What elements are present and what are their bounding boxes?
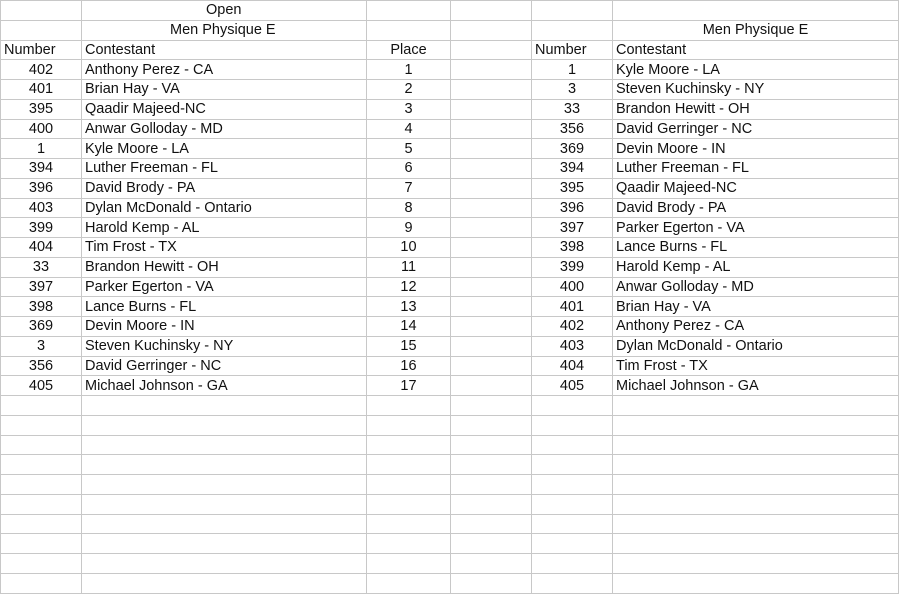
left-contestant-cell[interactable]: Lance Burns - FL: [82, 297, 367, 317]
left-contestant-cell[interactable]: Qaadir Majeed-NC: [82, 99, 367, 119]
class-title-left[interactable]: Men Physique E: [82, 20, 367, 40]
left-number-cell[interactable]: 405: [1, 376, 82, 396]
right-contestant-cell[interactable]: Devin Moore - IN: [613, 139, 899, 159]
left-number-cell[interactable]: 401: [1, 80, 82, 100]
left-contestant-cell[interactable]: Harold Kemp - AL: [82, 218, 367, 238]
place-cell[interactable]: 6: [367, 159, 451, 179]
right-contestant-cell[interactable]: Luther Freeman - FL: [613, 159, 899, 179]
place-cell[interactable]: 3: [367, 99, 451, 119]
table-row: [1, 356, 899, 376]
right-number-cell[interactable]: 396: [532, 198, 613, 218]
left-contestant-cell[interactable]: Dylan McDonald - Ontario: [82, 198, 367, 218]
right-number-cell[interactable]: 394: [532, 159, 613, 179]
cell[interactable]: [1, 475, 82, 495]
cell[interactable]: [367, 455, 451, 475]
place-cell[interactable]: 12: [367, 277, 451, 297]
place-cell[interactable]: 4: [367, 119, 451, 139]
col-header-number-right[interactable]: Number: [532, 40, 613, 60]
place-cell[interactable]: 17: [367, 376, 451, 396]
cell[interactable]: [613, 1, 899, 21]
header-row-1: [1, 1, 899, 21]
sheet-body: [1, 1, 899, 594]
cell[interactable]: [451, 1, 532, 21]
cell[interactable]: [1, 415, 82, 435]
cell[interactable]: [1, 554, 82, 574]
cell[interactable]: [451, 159, 532, 179]
cell[interactable]: [82, 435, 367, 455]
cell[interactable]: [613, 573, 899, 593]
cell[interactable]: [532, 1, 613, 21]
table-row: [1, 297, 899, 317]
table-row: [1, 336, 899, 356]
left-number-cell[interactable]: 394: [1, 159, 82, 179]
place-cell[interactable]: 14: [367, 317, 451, 337]
left-contestant-cell[interactable]: Steven Kuchinsky - NY: [82, 336, 367, 356]
cell[interactable]: [367, 435, 451, 455]
cell[interactable]: [532, 475, 613, 495]
cell[interactable]: [451, 218, 532, 238]
right-number-cell[interactable]: 356: [532, 119, 613, 139]
cell[interactable]: [532, 396, 613, 416]
cell[interactable]: [451, 139, 532, 159]
left-number-cell[interactable]: 404: [1, 238, 82, 258]
place-cell[interactable]: 8: [367, 198, 451, 218]
cell[interactable]: [451, 257, 532, 277]
right-number-cell[interactable]: 401: [532, 297, 613, 317]
cell[interactable]: [451, 80, 532, 100]
place-cell[interactable]: 15: [367, 336, 451, 356]
col-header-contestant-right[interactable]: Contestant: [613, 40, 899, 60]
cell[interactable]: [1, 514, 82, 534]
table-row: [1, 257, 899, 277]
table-row: [1, 238, 899, 258]
cell[interactable]: [532, 455, 613, 475]
empty-row: [1, 455, 899, 475]
col-header-number-left[interactable]: Number: [1, 40, 82, 60]
cell[interactable]: [613, 396, 899, 416]
cell[interactable]: [367, 494, 451, 514]
place-cell[interactable]: 5: [367, 139, 451, 159]
left-contestant-cell[interactable]: Anwar Golloday - MD: [82, 119, 367, 139]
cell[interactable]: [367, 554, 451, 574]
cell[interactable]: [1, 494, 82, 514]
right-contestant-cell[interactable]: Brandon Hewitt - OH: [613, 99, 899, 119]
cell[interactable]: [613, 494, 899, 514]
cell[interactable]: [451, 336, 532, 356]
empty-row: [1, 534, 899, 554]
cell[interactable]: [451, 99, 532, 119]
cell[interactable]: [451, 415, 532, 435]
left-number-cell[interactable]: 395: [1, 99, 82, 119]
left-number-cell[interactable]: 1: [1, 139, 82, 159]
empty-row: [1, 573, 899, 593]
cell[interactable]: [613, 514, 899, 534]
cell[interactable]: [367, 534, 451, 554]
cell[interactable]: [451, 475, 532, 495]
left-contestant-cell[interactable]: Devin Moore - IN: [82, 317, 367, 337]
cell[interactable]: [82, 514, 367, 534]
left-contestant-cell[interactable]: Parker Egerton - VA: [82, 277, 367, 297]
right-contestant-cell[interactable]: Lance Burns - FL: [613, 238, 899, 258]
right-contestant-cell[interactable]: Dylan McDonald - Ontario: [613, 336, 899, 356]
right-number-cell[interactable]: 398: [532, 238, 613, 258]
left-number-cell[interactable]: 356: [1, 356, 82, 376]
table-row: [1, 119, 899, 139]
cell[interactable]: [532, 435, 613, 455]
col-header-place[interactable]: Place: [367, 40, 451, 60]
cell[interactable]: [82, 534, 367, 554]
left-contestant-cell[interactable]: David Brody - PA: [82, 178, 367, 198]
table-row: [1, 317, 899, 337]
cell[interactable]: [451, 534, 532, 554]
left-contestant-cell[interactable]: Anthony Perez - CA: [82, 60, 367, 80]
cell[interactable]: [1, 396, 82, 416]
cell[interactable]: [613, 455, 899, 475]
cell[interactable]: [451, 20, 532, 40]
cell[interactable]: [451, 554, 532, 574]
cell[interactable]: [532, 494, 613, 514]
left-number-cell[interactable]: 399: [1, 218, 82, 238]
cell[interactable]: [532, 415, 613, 435]
right-number-cell[interactable]: 405: [532, 376, 613, 396]
cell[interactable]: [367, 396, 451, 416]
right-contestant-cell[interactable]: David Brody - PA: [613, 198, 899, 218]
right-contestant-cell[interactable]: David Gerringer - NC: [613, 119, 899, 139]
cell[interactable]: [1, 455, 82, 475]
left-number-cell[interactable]: 397: [1, 277, 82, 297]
right-contestant-cell[interactable]: Michael Johnson - GA: [613, 376, 899, 396]
cell[interactable]: [613, 475, 899, 495]
right-number-cell[interactable]: 1: [532, 60, 613, 80]
right-number-cell[interactable]: 33: [532, 99, 613, 119]
table-row: [1, 159, 899, 179]
right-contestant-cell[interactable]: Parker Egerton - VA: [613, 218, 899, 238]
cell[interactable]: [367, 415, 451, 435]
cell[interactable]: [451, 178, 532, 198]
right-number-cell[interactable]: 369: [532, 139, 613, 159]
table-row: [1, 60, 899, 80]
left-number-cell[interactable]: 369: [1, 317, 82, 337]
table-row: [1, 198, 899, 218]
table-row: [1, 178, 899, 198]
right-number-cell[interactable]: 404: [532, 356, 613, 376]
left-contestant-cell[interactable]: Brian Hay - VA: [82, 80, 367, 100]
cell[interactable]: [1, 435, 82, 455]
right-contestant-cell[interactable]: Qaadir Majeed-NC: [613, 178, 899, 198]
empty-row: [1, 494, 899, 514]
cell[interactable]: [451, 435, 532, 455]
left-contestant-cell[interactable]: Luther Freeman - FL: [82, 159, 367, 179]
left-contestant-cell[interactable]: Michael Johnson - GA: [82, 376, 367, 396]
right-number-cell[interactable]: 397: [532, 218, 613, 238]
cell[interactable]: [451, 514, 532, 534]
cell[interactable]: [451, 376, 532, 396]
left-number-cell[interactable]: 396: [1, 178, 82, 198]
place-cell[interactable]: 7: [367, 178, 451, 198]
right-number-cell[interactable]: 402: [532, 317, 613, 337]
division-title[interactable]: Open: [82, 1, 367, 21]
right-contestant-cell[interactable]: Kyle Moore - LA: [613, 60, 899, 80]
left-number-cell[interactable]: 3: [1, 336, 82, 356]
cell[interactable]: [451, 396, 532, 416]
place-cell[interactable]: 11: [367, 257, 451, 277]
cell[interactable]: [451, 119, 532, 139]
cell[interactable]: [451, 573, 532, 593]
right-contestant-cell[interactable]: Anwar Golloday - MD: [613, 277, 899, 297]
right-contestant-cell[interactable]: Harold Kemp - AL: [613, 257, 899, 277]
table-row: [1, 376, 899, 396]
empty-row: [1, 475, 899, 495]
cell[interactable]: [1, 573, 82, 593]
cell[interactable]: [367, 20, 451, 40]
cell[interactable]: [532, 534, 613, 554]
cell[interactable]: [613, 435, 899, 455]
left-contestant-cell[interactable]: Kyle Moore - LA: [82, 139, 367, 159]
left-number-cell[interactable]: 402: [1, 60, 82, 80]
left-contestant-cell[interactable]: Tim Frost - TX: [82, 238, 367, 258]
cell[interactable]: [82, 573, 367, 593]
right-contestant-cell[interactable]: Brian Hay - VA: [613, 297, 899, 317]
cell[interactable]: [367, 1, 451, 21]
cell[interactable]: [1, 534, 82, 554]
cell[interactable]: [532, 20, 613, 40]
table-row: [1, 277, 899, 297]
col-header-contestant-left[interactable]: Contestant: [82, 40, 367, 60]
cell[interactable]: [82, 455, 367, 475]
cell[interactable]: [532, 554, 613, 574]
right-contestant-cell[interactable]: Anthony Perez - CA: [613, 317, 899, 337]
place-cell[interactable]: 1: [367, 60, 451, 80]
cell[interactable]: [451, 60, 532, 80]
empty-row: [1, 415, 899, 435]
table-row: [1, 139, 899, 159]
cell[interactable]: [82, 494, 367, 514]
cell[interactable]: [451, 238, 532, 258]
left-contestant-cell[interactable]: Brandon Hewitt - OH: [82, 257, 367, 277]
cell[interactable]: [451, 297, 532, 317]
left-number-cell[interactable]: 33: [1, 257, 82, 277]
cell[interactable]: [451, 317, 532, 337]
empty-row: [1, 396, 899, 416]
cell[interactable]: [1, 20, 82, 40]
place-cell[interactable]: 9: [367, 218, 451, 238]
cell[interactable]: [613, 534, 899, 554]
left-number-cell[interactable]: 398: [1, 297, 82, 317]
cell[interactable]: [367, 475, 451, 495]
column-header-row: [1, 40, 899, 60]
table-row: [1, 80, 899, 100]
cell[interactable]: [451, 277, 532, 297]
left-number-cell[interactable]: 403: [1, 198, 82, 218]
right-number-cell[interactable]: 403: [532, 336, 613, 356]
right-number-cell[interactable]: 400: [532, 277, 613, 297]
cell[interactable]: [367, 573, 451, 593]
right-number-cell[interactable]: 3: [532, 80, 613, 100]
place-cell[interactable]: 13: [367, 297, 451, 317]
table-row: [1, 218, 899, 238]
cell[interactable]: [451, 198, 532, 218]
right-number-cell[interactable]: 399: [532, 257, 613, 277]
cell[interactable]: [451, 455, 532, 475]
cell[interactable]: [82, 415, 367, 435]
class-title-right[interactable]: Men Physique E: [613, 20, 899, 40]
empty-row: [1, 435, 899, 455]
place-cell[interactable]: 16: [367, 356, 451, 376]
right-number-cell[interactable]: 395: [532, 178, 613, 198]
cell[interactable]: [613, 554, 899, 574]
cell[interactable]: [82, 554, 367, 574]
right-contestant-cell[interactable]: Steven Kuchinsky - NY: [613, 80, 899, 100]
header-row-2: [1, 20, 899, 40]
empty-row: [1, 514, 899, 534]
cell[interactable]: [1, 1, 82, 21]
left-number-cell[interactable]: 400: [1, 119, 82, 139]
cell[interactable]: [451, 40, 532, 60]
cell[interactable]: [82, 396, 367, 416]
empty-row: [1, 554, 899, 574]
place-cell[interactable]: 2: [367, 80, 451, 100]
cell[interactable]: [613, 415, 899, 435]
right-contestant-cell[interactable]: Tim Frost - TX: [613, 356, 899, 376]
cell[interactable]: [82, 475, 367, 495]
left-contestant-cell[interactable]: David Gerringer - NC: [82, 356, 367, 376]
table-row: [1, 99, 899, 119]
cell[interactable]: [532, 514, 613, 534]
cell[interactable]: [451, 494, 532, 514]
cell[interactable]: [532, 573, 613, 593]
cell[interactable]: [367, 514, 451, 534]
place-cell[interactable]: 10: [367, 238, 451, 258]
cell[interactable]: [451, 356, 532, 376]
